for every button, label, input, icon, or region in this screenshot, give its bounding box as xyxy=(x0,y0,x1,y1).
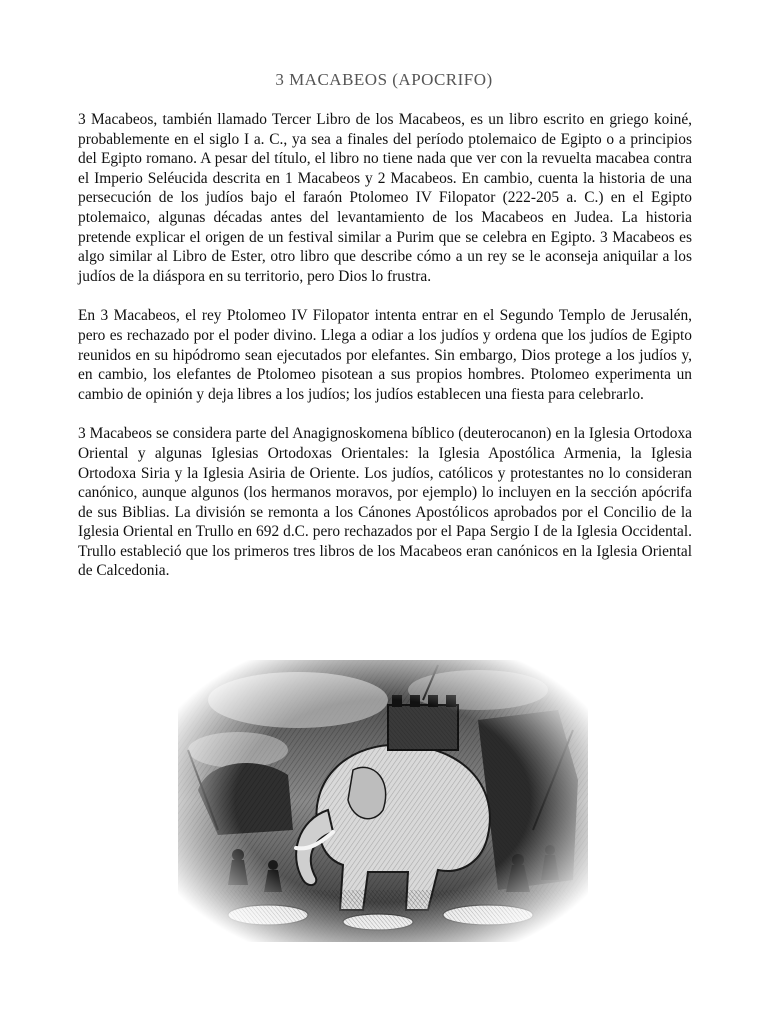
page-title: 3 MACABEOS (APOCRIFO) xyxy=(275,70,493,89)
war-elephants-engraving xyxy=(178,660,588,942)
paragraph-1: 3 Macabeos, también llamado Tercer Libro de los Macabeos, es un libro escrito en griego koiné, probablemente en el siglo I a. C., ya sea a finales del período ptolemaico de Egipto o a principios del Egipto romano. A pesar del título, el libro no tiene nada que ver con la revuelta macabea contra el Imperio Seléucida descrita en 1 Macabeos y 2 Macabeos. En cambio, cuenta la historia de una persecución de los judíos bajo el faraón Ptolomeo IV Filopator (222-205 a. C.) en el Egipto ptolemaico, algunas décadas antes del levantamiento de los Macabeos en Judea. La historia pretende explicar el origen de un festival similar a Purim que se celebra en Egipto. 3 Macabeos es algo similar al Libro de Ester, otro libro que describe cómo a un rey se le aconseja aniquilar a los judíos de la diáspora en su territorio, pero Dios lo frustra. xyxy=(78,111,692,285)
paragraph-2: En 3 Macabeos, el rey Ptolomeo IV Filopator intenta entrar en el Segundo Templo de Jerusalén, pero es rechazado por el poder divino. Llega a odiar a los judíos y ordena que los judíos de Egipto reunidos en su hipódromo sean ejecutados por elefantes. Sin embargo, Dios protege a los judíos y, en cambio, los elefantes de Ptolomeo pisotean a sus propios hombres. Ptolomeo experimenta un cambio de opinión y deja libres a los judíos; los judíos establecen una fiesta para celebrarlo. xyxy=(78,307,692,403)
paragraph-3: 3 Macabeos se considera parte del Anagignoskomena bíblico (deuterocanon) en la Iglesia Ortodoxa Oriental y algunas Iglesias Ortodoxas Orientales: la Iglesia Apostólica Armenia, la Iglesia Ortodoxa Siria y la Iglesia Asiria de Oriente. Los judíos, católicos y protestantes no lo consideran canónico, aunque algunos (los hermanos moravos, por ejemplo) lo incluyen en la sección apócrifa de sus Biblias. La división se remonta a los Cánones Apostólicos aprobados por el Concilio de la Iglesia Oriental en Trullo en 692 d.C. pero rechazados por el Papa Sergio I de la Iglesia Occidental. Trullo estableció que los primeros tres libros de los Macabeos eran canónicos en la Iglesia Oriental de Calcedonia. xyxy=(78,425,692,580)
body-text xyxy=(78,110,692,601)
